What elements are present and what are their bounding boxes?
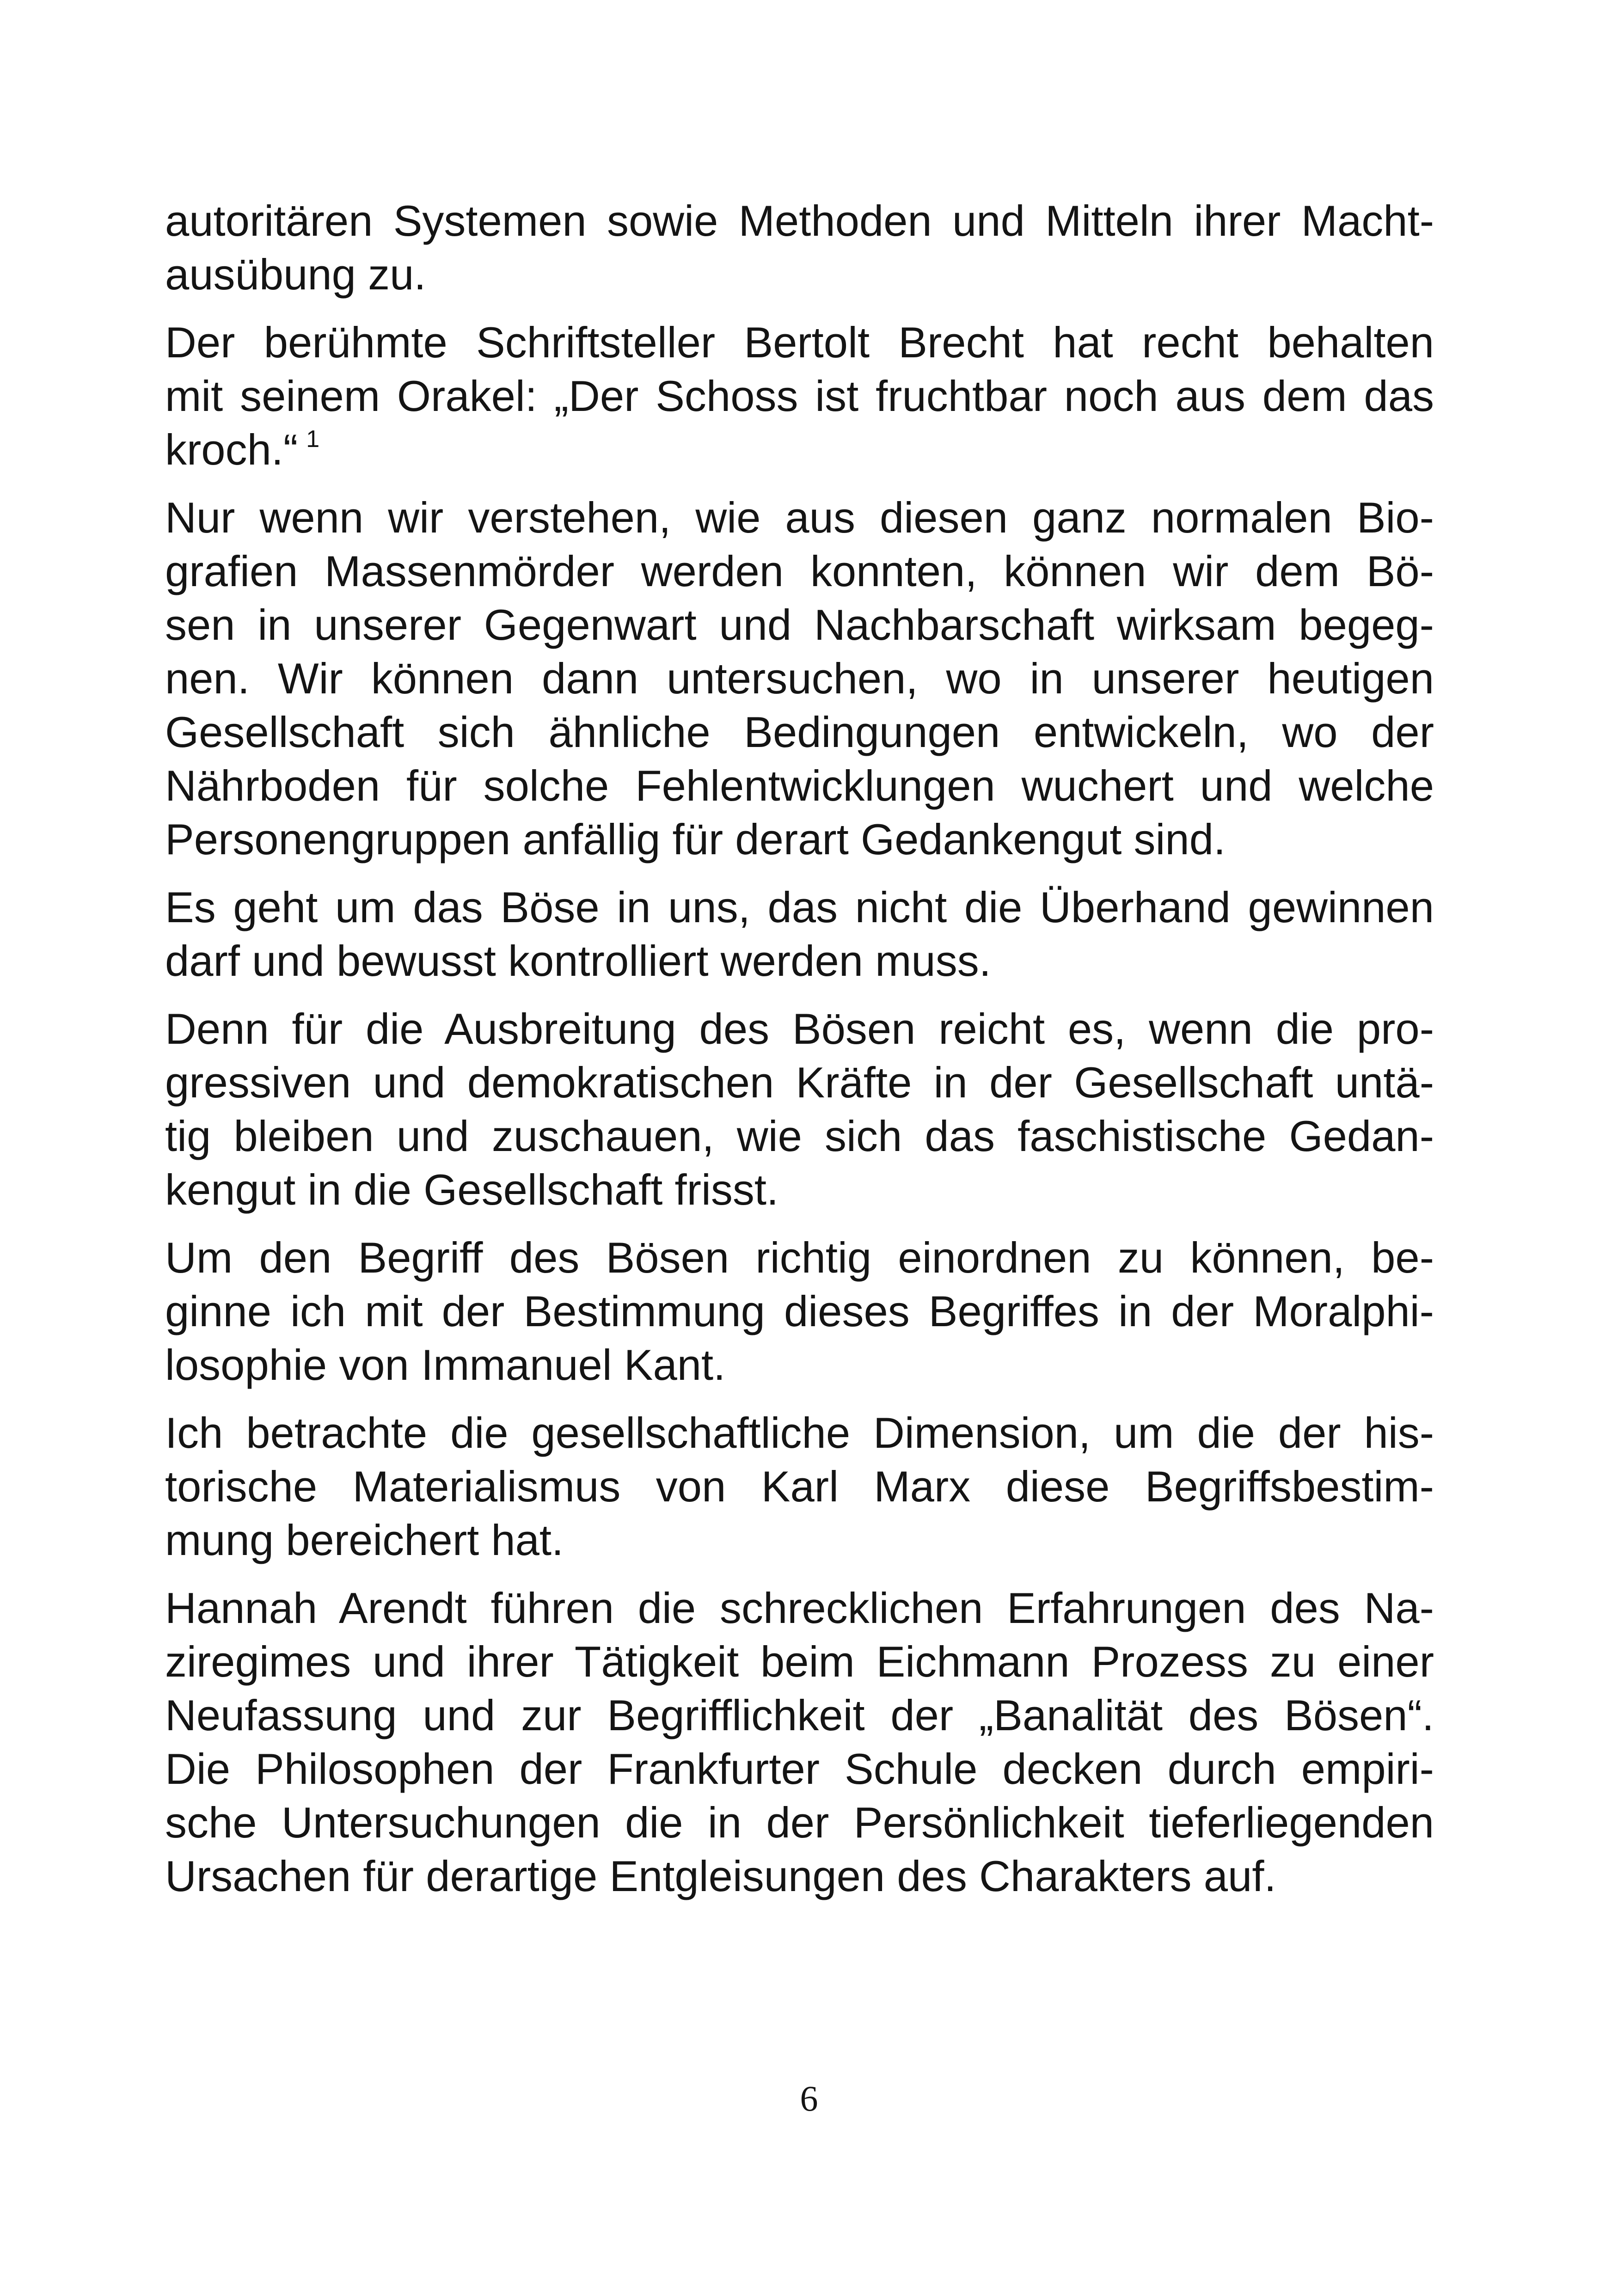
body-text: [165, 194, 1434, 1917]
text-line: Ursachen für derartige Entgleisungen des Charakters auf.: [165, 1852, 1276, 1900]
text-line: Nährboden für solche Fehlentwicklungen wuchert und welche: [165, 761, 1434, 810]
text-line: darf und bewusst kontrolliert werden muss.: [165, 937, 991, 985]
paragraph-2: [165, 316, 1434, 477]
text-line: losophie von Immanuel Kant.: [165, 1341, 726, 1389]
footnote-reference: 1: [306, 426, 320, 453]
text-line: Nur wenn wir verstehen, wie aus diesen ganz normalen Bio-: [165, 493, 1434, 542]
text-line: mit seinem Orakel: „Der Schoss ist fruchtbar noch aus dem das: [165, 372, 1434, 420]
text-line: Ich betrachte die gesellschaftliche Dimension, um die der his-: [165, 1408, 1434, 1457]
text-line: ausübung zu.: [165, 250, 426, 299]
text-line: Um den Begriff des Bösen richtig einordnen zu können, be-: [165, 1233, 1434, 1282]
page-number: 6: [800, 2078, 818, 2118]
text-line: grafien Massenmörder werden konnten, können wir dem Bö-: [165, 547, 1434, 595]
paragraph-5: [165, 1002, 1434, 1217]
paragraph-7: [165, 1406, 1434, 1567]
text-line: kengut in die Gesellschaft frisst.: [165, 1165, 779, 1214]
text-line: kroch.“: [165, 425, 298, 474]
text-line: Neufassung und zur Begrifflichkeit der „Banalität des Bösen“.: [165, 1691, 1434, 1739]
paragraph-1: [165, 194, 1434, 301]
text-line: autoritären Systemen sowie Methoden und Mitteln ihrer Macht-: [165, 196, 1434, 245]
text-line: sche Untersuchungen die in der Persönlichkeit tieferliegenden: [165, 1798, 1434, 1847]
paragraph-4: [165, 881, 1434, 988]
paragraph-6: [165, 1231, 1434, 1392]
text-line: Es geht um das Böse in uns, das nicht die Überhand gewinnen: [165, 883, 1434, 931]
text-line: Personengruppen anfällig für derart Gedankengut sind.: [165, 815, 1226, 863]
text-line: sen in unserer Gegenwart und Nachbarschaft wirksam begeg-: [165, 600, 1434, 649]
text-line: Hannah Arendt führen die schrecklichen Erfahrungen des Na-: [165, 1584, 1434, 1632]
text-line: mung bereichert hat.: [165, 1516, 564, 1564]
text-line: Gesellschaft sich ähnliche Bedingungen entwickeln, wo der: [165, 708, 1434, 756]
text-line: gressiven und demokratischen Kräfte in der Gesellschaft untä-: [165, 1058, 1434, 1107]
text-line: nen. Wir können dann untersuchen, wo in unserer heutigen: [165, 654, 1434, 703]
text-line: Die Philosophen der Frankfurter Schule decken durch empiri-: [165, 1745, 1434, 1793]
text-line: ginne ich mit der Bestimmung dieses Begriffes in der Moralphi-: [165, 1287, 1434, 1335]
text-line: ziregimes und ihrer Tätigkeit beim Eichmann Prozess zu einer: [165, 1637, 1434, 1686]
text-line-with-footnote: [165, 423, 1434, 477]
text-line: Der berühmte Schriftsteller Bertolt Brecht hat recht behalten: [165, 318, 1434, 367]
text-line: tig bleiben und zuschauen, wie sich das faschistische Gedan-: [165, 1112, 1434, 1160]
paragraph-3: [165, 491, 1434, 866]
paragraph-8: [165, 1581, 1434, 1903]
text-line: Denn für die Ausbreitung des Bösen reicht es, wenn die pro-: [165, 1004, 1434, 1053]
text-line: torische Materialismus von Karl Marx diese Begriffsbestim-: [165, 1462, 1434, 1511]
